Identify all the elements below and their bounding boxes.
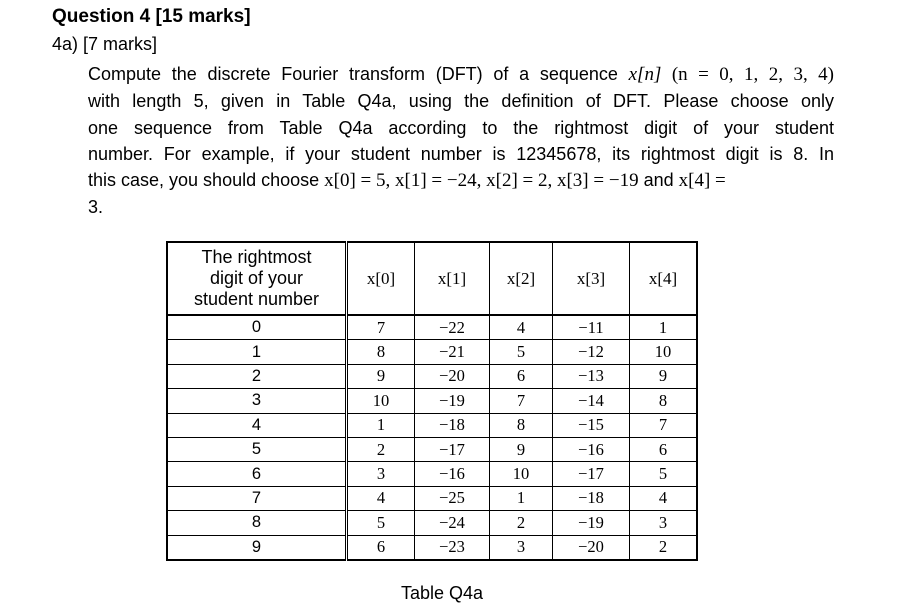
table-cell-x0: 7 (347, 315, 415, 340)
table-row (167, 535, 697, 560)
table-cell-x3: −16 (553, 437, 630, 461)
table-cell-x4: 3 (630, 511, 698, 535)
table-cell-x3: −14 (553, 389, 630, 413)
table-cell-digit: 5 (167, 437, 347, 461)
table-cell-digit: 6 (167, 462, 347, 486)
body-line-1 (88, 61, 834, 88)
body-line-5-math: x[0] = 5, x[1] = −24, x[2] = 2, x[3] = −19 (324, 170, 639, 192)
table-cell-x4: 4 (630, 486, 698, 510)
table-row (167, 340, 697, 364)
table-cell-digit: 2 (167, 364, 347, 388)
table-cell-x0: 1 (347, 413, 415, 437)
body-line-5-text: this case, you should choose (88, 170, 325, 191)
table-cell-x2: 10 (490, 462, 553, 486)
body-line-5-math2: x[4] = (678, 170, 726, 192)
table-cell-x2: 5 (490, 340, 553, 364)
table-cell-x1: −17 (415, 437, 490, 461)
question-body (88, 61, 834, 221)
header-x0: x[0] (347, 242, 415, 315)
table-cell-x1: −23 (415, 535, 490, 560)
table-cell-x4: 1 (630, 315, 698, 340)
body-line-2: with length 5, given in Table Q4a, using the definition of DFT. Please choose only (88, 91, 834, 112)
table-cell-x1: −22 (415, 315, 490, 340)
header-x3: x[3] (553, 242, 630, 315)
table-cell-x3: −11 (553, 315, 630, 340)
table-cell-x0: 6 (347, 535, 415, 560)
body-line-5-and: and (638, 170, 679, 191)
table-cell-x1: −24 (415, 511, 490, 535)
table-cell-digit: 8 (167, 511, 347, 535)
table-cell-x3: −17 (553, 462, 630, 486)
body-line-1-range: (n = 0, 1, 2, 3, 4) (661, 64, 834, 85)
table-cell-digit: 7 (167, 486, 347, 510)
table-row (167, 413, 697, 437)
table-cell-x4: 7 (630, 413, 698, 437)
table-header-row (167, 242, 697, 315)
table-row (167, 389, 697, 413)
table-cell-x4: 2 (630, 535, 698, 560)
table-cell-x3: −19 (553, 511, 630, 535)
body-line-4: number. For example, if your student number is 12345678, its rightmost digit is 8. In (88, 143, 834, 164)
header-x4: x[4] (630, 242, 698, 315)
table-cell-x1: −18 (415, 413, 490, 437)
table-cell-x2: 9 (490, 437, 553, 461)
header-digit-line-2: digit of your (209, 268, 304, 288)
table-body (167, 315, 697, 560)
table-cell-x0: 9 (347, 364, 415, 388)
table-cell-x2: 3 (490, 535, 553, 560)
table-cell-x2: 4 (490, 315, 553, 340)
table-cell-digit: 3 (167, 389, 347, 413)
table-cell-x3: −15 (553, 413, 630, 437)
table-cell-x2: 1 (490, 486, 553, 510)
table-cell-x4: 10 (630, 340, 698, 364)
body-line-1-math: x[n] (628, 64, 662, 85)
table-cell-x1: −25 (415, 486, 490, 510)
table-cell-x4: 5 (630, 462, 698, 486)
table-cell-x0: 2 (347, 437, 415, 461)
body-line-3: one sequence from Table Q4a according to the rightmost digit of your student (88, 117, 834, 138)
table-cell-x0: 5 (347, 511, 415, 535)
header-x2: x[2] (490, 242, 553, 315)
table-cell-x4: 6 (630, 437, 698, 461)
table-caption: Table Q4a (400, 583, 484, 603)
table-cell-x1: −19 (415, 389, 490, 413)
table-row (167, 511, 697, 535)
part-title: 4a) [7 marks] (52, 34, 158, 54)
table-cell-x1: −21 (415, 340, 490, 364)
table-cell-x2: 7 (490, 389, 553, 413)
table-cell-x3: −13 (553, 364, 630, 388)
table-cell-x0: 3 (347, 462, 415, 486)
table-row (167, 462, 697, 486)
question-title: Question 4 [15 marks] (52, 6, 251, 27)
table-cell-x2: 8 (490, 413, 553, 437)
table-cell-digit: 0 (167, 315, 347, 340)
header-digit-line-1: The rightmost (201, 247, 312, 267)
table-cell-x0: 4 (347, 486, 415, 510)
table-cell-x3: −20 (553, 535, 630, 560)
header-digit (167, 242, 347, 315)
table-cell-x4: 8 (630, 389, 698, 413)
body-line-5 (88, 167, 834, 194)
table-cell-x4: 9 (630, 364, 698, 388)
table-cell-x3: −18 (553, 486, 630, 510)
table-row (167, 315, 697, 340)
body-line-1-text: Compute the discrete Fourier transform (DFT) of a sequence (88, 64, 629, 84)
table-cell-x2: 6 (490, 364, 553, 388)
table-row (167, 486, 697, 510)
table-row (167, 437, 697, 461)
table-cell-digit: 1 (167, 340, 347, 364)
table-cell-x1: −20 (415, 364, 490, 388)
header-digit-line-3: student number (193, 289, 320, 309)
table-cell-x0: 10 (347, 389, 415, 413)
table-cell-x3: −12 (553, 340, 630, 364)
table-cell-x0: 8 (347, 340, 415, 364)
header-x1: x[1] (415, 242, 490, 315)
table-cell-x2: 2 (490, 511, 553, 535)
table-cell-digit: 9 (167, 535, 347, 560)
sequence-table (166, 241, 698, 561)
table-cell-x1: −16 (415, 462, 490, 486)
body-line-6: 3. (88, 197, 104, 218)
table-row (167, 364, 697, 388)
table-cell-digit: 4 (167, 413, 347, 437)
